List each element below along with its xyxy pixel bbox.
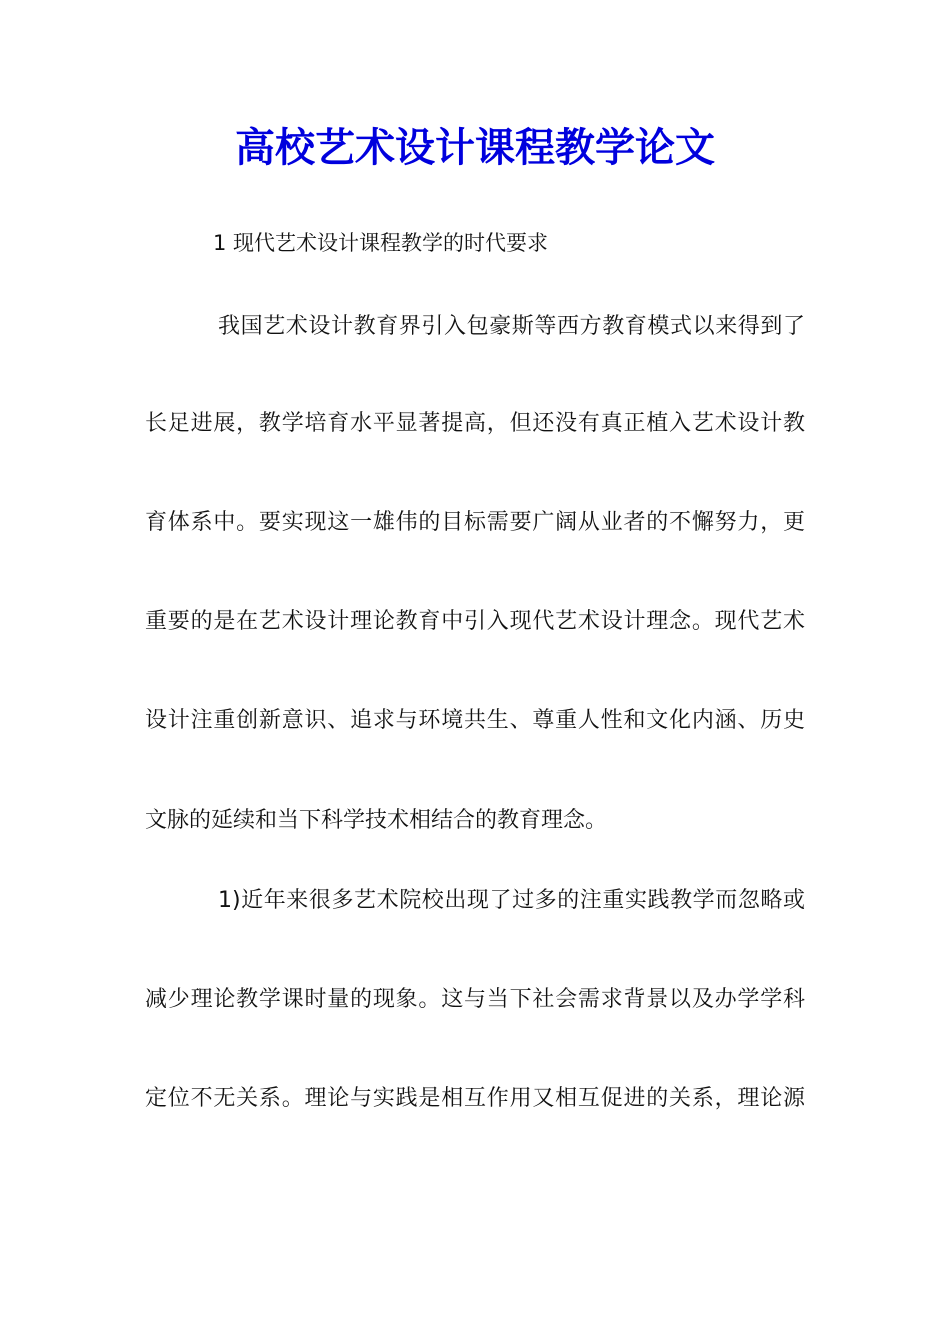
paragraph-line: 1)近年来很多艺术院校出现了过多的注重实践教学而忽略或 [218,888,805,913]
paragraph-line: 文脉的延续和当下科学技术相结合的教育理念。 [145,808,608,833]
paragraph-line: 减少理论教学课时量的现象。这与当下社会需求背景以及办学学科 [145,987,805,1012]
paragraph-line: 育体系中。要实现这一雄伟的目标需要广阔从业者的不懈努力，更 [145,510,805,535]
paragraph-line: 设计注重创新意识、追求与环境共生、尊重人性和文化内涵、历史 [145,708,805,733]
section-heading: 1 现代艺术设计课程教学的时代要求 [213,231,549,255]
paragraph-line: 重要的是在艺术设计理论教育中引入现代艺术设计理念。现代艺术 [145,609,805,634]
paragraph-line: 长足进展，教学培育水平显著提高，但还没有真正植入艺术设计教 [145,411,805,436]
paragraph-line: 我国艺术设计教育界引入包豪斯等西方教育模式以来得到了 [218,314,805,339]
document-title: 高校艺术设计课程教学论文 [235,124,715,171]
paragraph-line: 定位不无关系。理论与实践是相互作用又相互促进的关系，理论源 [145,1086,805,1111]
